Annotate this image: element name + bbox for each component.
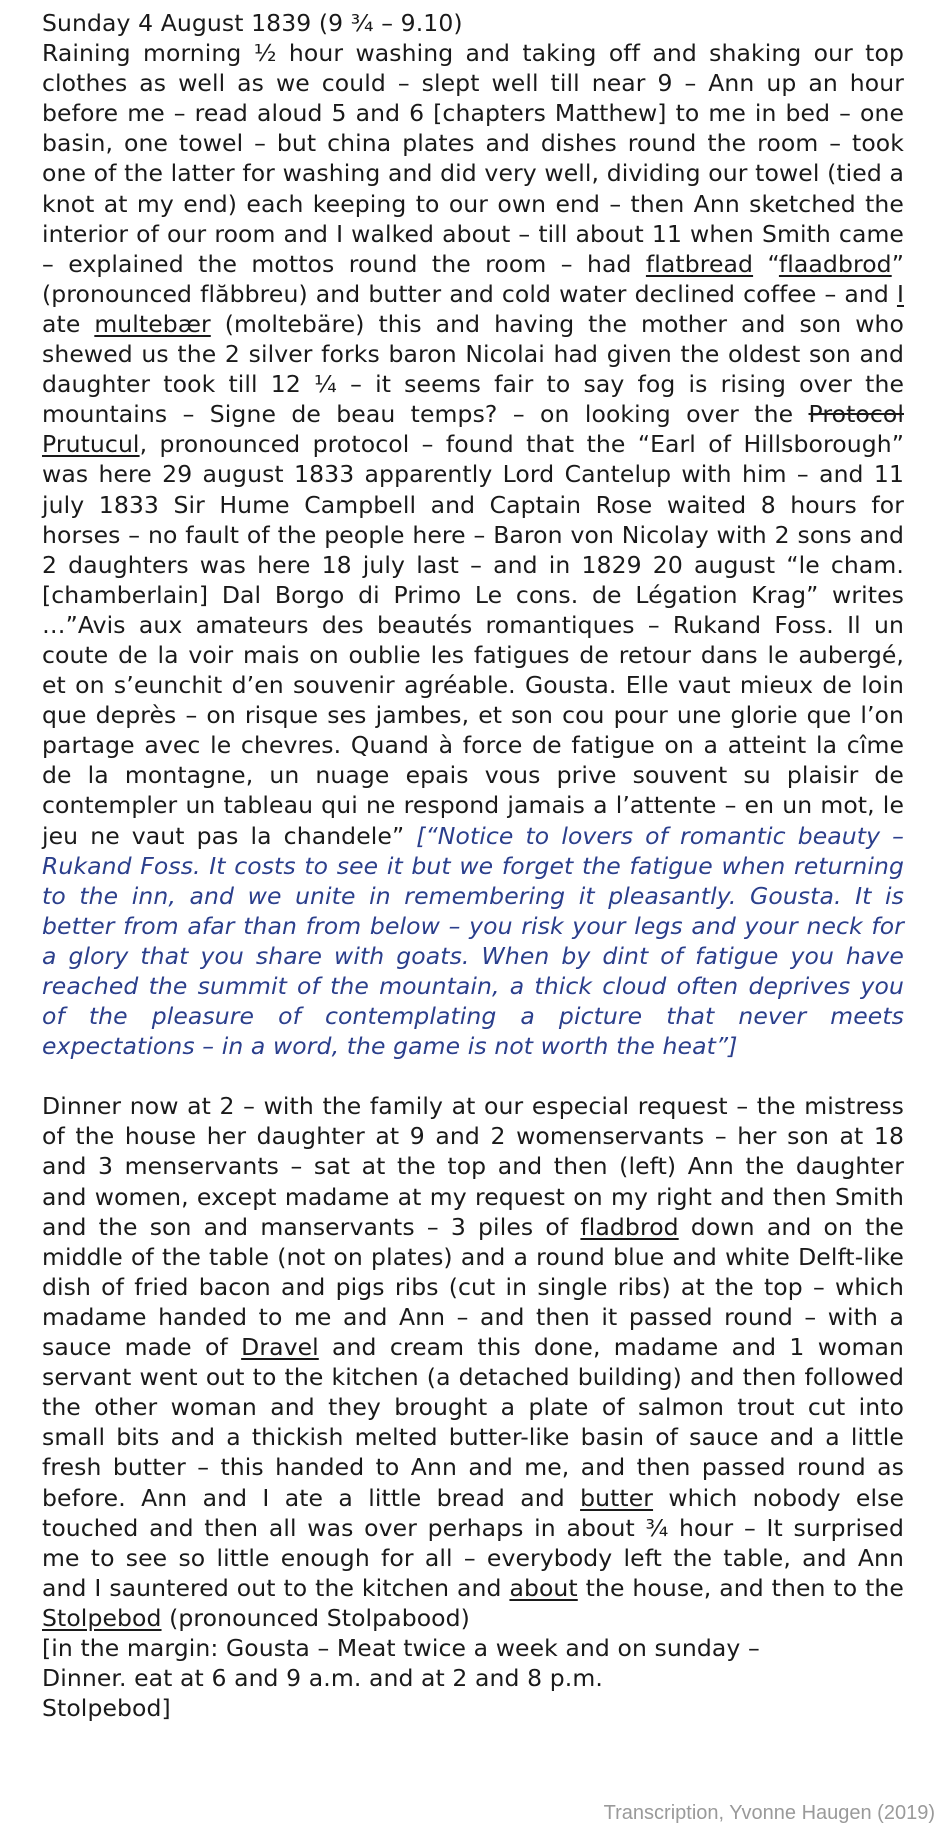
- margin-note-line: Dinner. eat at 6 and 9 a.m. and at 2 and 8 p.m.: [42, 1664, 603, 1693]
- margin-note-line: [in the margin: Gousta – Meat twice a week and on sunday –: [42, 1633, 760, 1662]
- underlined-word-flatbread: flatbread: [645, 249, 754, 278]
- underlined-word-stolpebod: Stolpebod: [42, 1603, 162, 1632]
- paragraph-dinner: [42, 1091, 904, 1633]
- underlined-word-dravel: Dravel: [241, 1333, 319, 1362]
- margin-note-line: Stolpebod]: [42, 1694, 171, 1723]
- entry-heading: Sunday 4 August 1839 (9 ¾ – 9.10): [42, 9, 463, 37]
- underlined-word-i: I: [896, 279, 904, 308]
- text-segment: , pronounced protocol – found that the “Earl of Hillsborough” was here 29 august 1833 apparently Lord Cantelup with him – and 11 july 1833 Sir Hume Campbell and Captain Rose waited 8 hours for horses – no fault of the people here – Baron von Nicolay with 2 sons and 2 daughters was here 18 july last – and in 1829 20 august “le cham.[chamberlain] Dal Borgo di Primo Le cons. de Légation Krag” writes …”Avis aux amateurs des beautés romantiques – Rukand Foss. Il un coute de la voir mais on oublie les fatigues de retour dans le aubergé, et on s’eunchit d’en souvenir agréable. Gousta. Elle vaut mieux de loin que deprès – on risque ses jambes, et son cou pour une glorie que l’on partage avec le chevres. Quand à force de fatigue on a atteint la cîme de la montagne, un nuage epais vous prive souvent su plaisir de contempler un tableau qui ne respond jamais a l’attente – en un mot, le jeu ne vaut pas la chandele”: [42, 430, 904, 850]
- text-segment: Raining morning ½ hour washing and taking off and shaking our top clothes as well as we could – slept well till near 9 – Ann up an hour before me – read aloud 5 and 6 [chapters Matthew] to me in bed – one basin, one towel – but china plates and dishes round the room – took one of the latter for washing and did very well, dividing our towel (tied a knot at my end) each keeping to our own end – then Ann sketched the interior of our room and I walked about – till about 11 when Smith came – explained the mottos round the room – had: [42, 39, 904, 278]
- text-segment: down and on the middle of the table (not on plates) and a round blue and white Delft-like dish of fried bacon and pigs ribs (cut in single ribs) at the top – which madame handed to me and Ann – and then it passed round – with a sauce made of: [42, 1212, 904, 1362]
- paragraph-spacer: [42, 1061, 904, 1091]
- paragraph-morning: [42, 38, 904, 1061]
- journal-page: [42, 8, 904, 1823]
- transcription-credit: Transcription, Yvonne Haugen (2019): [603, 1802, 935, 1824]
- struck-word-protocol: Protocol: [808, 400, 904, 429]
- text-segment: (moltebäre) this and having the mother and son who shewed us the 2 silver forks baron Nicolai had given the oldest son and daughter took till 12 ¼ – it seems fair to say fog is rising over the mountains – Signe de beau temps? – on looking over the: [42, 309, 904, 429]
- text-segment: ” (pronounced flăbbreu) and butter and cold water declined coffee – and: [42, 249, 904, 308]
- text-segment: which nobody else touched and then all was over perhaps in about ¾ hour – It surprised me to see so little enough for all – everybody left the table, and Ann and I sauntered out to the kitchen and: [42, 1483, 905, 1602]
- text-segment: “: [753, 249, 779, 278]
- text-segment: ate: [42, 309, 95, 338]
- text-segment: the house, and then to the: [577, 1573, 904, 1602]
- underlined-word-multebaer: multebær: [94, 309, 211, 338]
- underlined-word-butter: butter: [580, 1483, 654, 1512]
- underlined-word-about: about: [509, 1573, 578, 1602]
- underlined-word-flaadbrod: flaadbrod: [778, 249, 892, 278]
- text-segment: Dinner now at 2 – with the family at our especial request – the mistress of the house her daughter at 9 and 2 womenservants – her son at 18 and 3 menservants – sat at the top and then (left) Ann the daughter and women, except madame at my request on my right and then Smith and the son and manservants – 3 piles of: [42, 1092, 904, 1241]
- margin-note: [42, 1633, 904, 1723]
- underlined-word-fladbrod: fladbrod: [580, 1212, 679, 1241]
- underlined-word-prutucul: Prutucul: [42, 430, 140, 459]
- translation-text: [“Notice to lovers of romantic beauty – Rukand Foss. It costs to see it but we forget the fatigue when returning to the inn, and we unite in remembering it pleasantly. Gousta. It is better from afar than from below – you risk your legs and your neck for a glory that you share with goats. When by dint of fatigue you have reached the summit of the mountain, a thick cloud often deprives you of the pleasure of contemplating a picture that never meets expectations – in a word, the game is not worth the heat”]: [42, 821, 904, 1061]
- text-segment: and cream this done, madame and 1 woman servant went out to the kitchen (a detached building) and then followed the other woman and they brought a plate of salmon trout cut into small bits and a thickish melted butter-like basin of sauce and a little fresh butter – this handed to Ann and me, and then passed round as before. Ann and I ate a little bread and: [42, 1333, 904, 1512]
- text-segment: (pronounced Stolpabood): [161, 1603, 470, 1632]
